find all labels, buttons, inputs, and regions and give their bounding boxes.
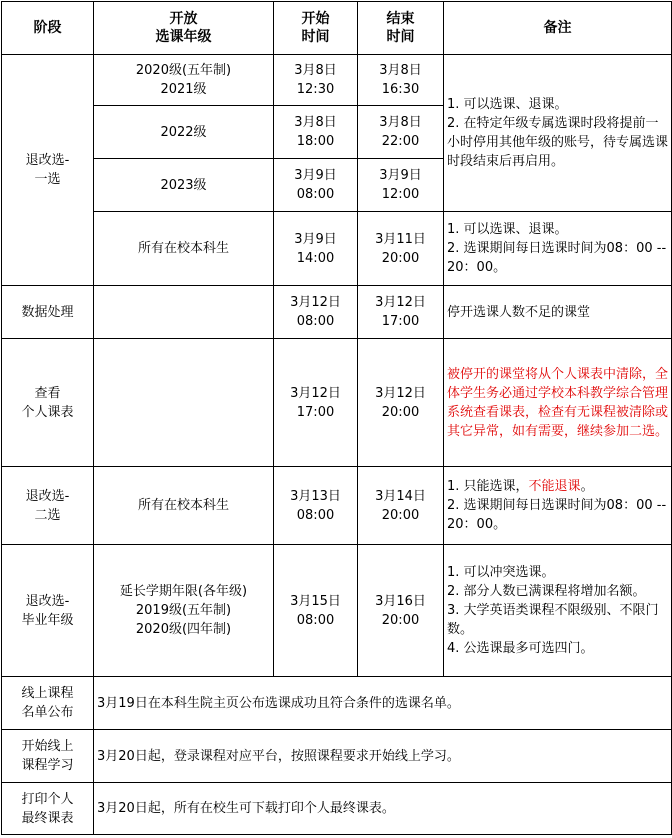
stage-view-timetable: 查看 个人课表 bbox=[2, 339, 94, 467]
stage-graduate: 退改选- 毕业年级 bbox=[2, 545, 94, 677]
stage-publish: 线上课程 名单公布 bbox=[2, 677, 94, 730]
grade-cell: 2023级 bbox=[94, 159, 274, 212]
table-row bbox=[2, 783, 672, 835]
table-row bbox=[2, 286, 672, 339]
table-row bbox=[2, 212, 672, 286]
table-row bbox=[2, 339, 672, 467]
start-time-cell: 3月13日 08:00 bbox=[274, 467, 358, 545]
start-time-cell: 3月8日 12:30 bbox=[274, 55, 358, 106]
header-start-time: 开始 时间 bbox=[274, 2, 358, 55]
grade-cell: 2020级(五年制) 2021级 bbox=[94, 55, 274, 106]
table-row bbox=[2, 677, 672, 730]
note-round2 bbox=[444, 467, 672, 545]
table-row bbox=[2, 545, 672, 677]
grade-cell bbox=[94, 286, 274, 339]
no-drop-warning: 不能退课 bbox=[528, 479, 581, 494]
table-row bbox=[2, 467, 672, 545]
header-grade: 开放 选课年级 bbox=[94, 2, 274, 55]
header-stage: 阶段 bbox=[2, 2, 94, 55]
start-time-cell: 3月8日 18:00 bbox=[274, 106, 358, 159]
print-text: 3月20日起，所有在校生可下载打印个人最终课表。 bbox=[94, 783, 672, 835]
end-time-cell: 3月14日 20:00 bbox=[358, 467, 444, 545]
stage-study: 开始线上 课程学习 bbox=[2, 730, 94, 783]
start-time-cell: 3月12日 08:00 bbox=[274, 286, 358, 339]
end-time-cell: 3月16日 20:00 bbox=[358, 545, 444, 677]
start-time-cell: 3月12日 17:00 bbox=[274, 339, 358, 467]
grade-cell: 延长学期年限(各年级) 2019级(五年制) 2020级(四年制) bbox=[94, 545, 274, 677]
end-time-cell: 3月9日 12:00 bbox=[358, 159, 444, 212]
stage-print: 打印个人 最终课表 bbox=[2, 783, 94, 835]
note-round2-line1-prefix: 1. 只能选课， bbox=[447, 479, 529, 494]
study-text: 3月20日起，登录课程对应平台，按照课程要求开始线上学习。 bbox=[94, 730, 672, 783]
header-end-time: 结束 时间 bbox=[358, 2, 444, 55]
grade-cell bbox=[94, 339, 274, 467]
end-time-cell: 3月11日 20:00 bbox=[358, 212, 444, 286]
note-round1-b: 1. 可以选课、退课。 2. 选课期间每日选课时间为08：00 -- 20：00。 bbox=[444, 212, 672, 286]
note-graduate: 1. 可以冲突选课。 2. 部分人数已满课程将增加名额。 3. 大学英语类课程不限级别、不限门数。 4. 公选课最多可选四门。 bbox=[444, 545, 672, 677]
note-processing: 停开选课人数不足的课堂 bbox=[444, 286, 672, 339]
start-time-cell: 3月9日 08:00 bbox=[274, 159, 358, 212]
table-row bbox=[2, 55, 672, 106]
note-round2-line1-end: 。 bbox=[580, 479, 594, 494]
start-time-cell: 3月9日 14:00 bbox=[274, 212, 358, 286]
note-round1-a: 1. 可以选课、退课。 2. 在特定年级专属选课时段将提前一小时停用其他年级的账号，待专属选课时段结束后再启用。 bbox=[444, 55, 672, 212]
grade-cell: 所有在校本科生 bbox=[94, 212, 274, 286]
end-time-cell: 3月8日 22:00 bbox=[358, 106, 444, 159]
end-time-cell: 3月12日 17:00 bbox=[358, 286, 444, 339]
publish-text: 3月19日在本科生院主页公布选课成功且符合条件的选课名单。 bbox=[94, 677, 672, 730]
header-row bbox=[2, 2, 672, 55]
grade-cell: 2022级 bbox=[94, 106, 274, 159]
header-note: 备注 bbox=[444, 2, 672, 55]
stage-round2: 退改选- 二选 bbox=[2, 467, 94, 545]
note-view-timetable: 被停开的课堂将从个人课表中清除，全体学生务必通过学校本科教学综合管理系统查看课表，检查有无课程被清除或其它异常，如有需要，继续参加二选。 bbox=[444, 339, 672, 467]
end-time-cell: 3月12日 20:00 bbox=[358, 339, 444, 467]
course-selection-schedule-table bbox=[1, 1, 672, 835]
start-time-cell: 3月15日 08:00 bbox=[274, 545, 358, 677]
table-row bbox=[2, 730, 672, 783]
stage-processing: 数据处理 bbox=[2, 286, 94, 339]
note-round2-line2: 2. 选课期间每日选课时间为08：00 -- 20：00。 bbox=[447, 498, 667, 532]
grade-cell: 所有在校本科生 bbox=[94, 467, 274, 545]
stage-round1: 退改选- 一选 bbox=[2, 55, 94, 286]
end-time-cell: 3月8日 16:30 bbox=[358, 55, 444, 106]
